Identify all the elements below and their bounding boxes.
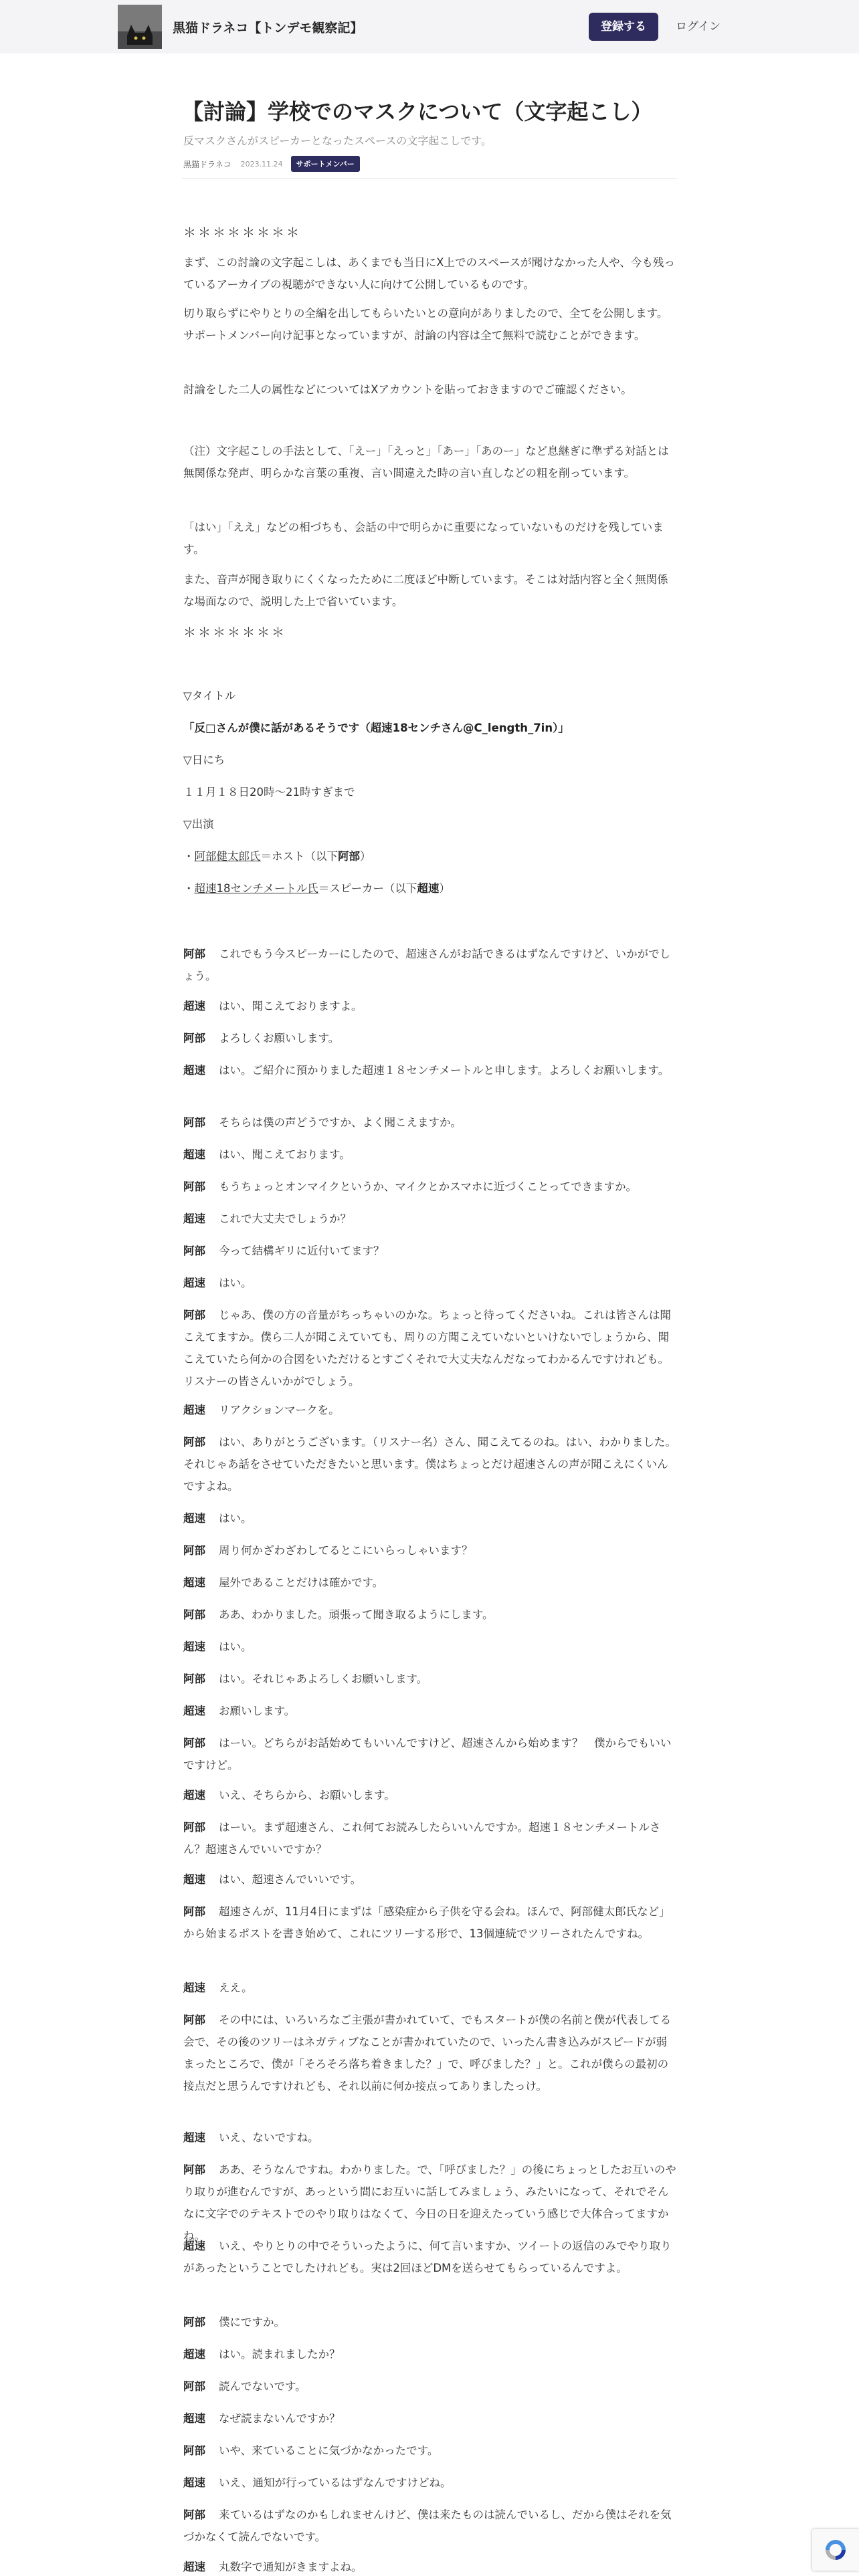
utterance-text: いえ、ないですね。: [219, 2131, 319, 2144]
cast-short-name: 阿部: [338, 850, 360, 863]
transcript-line: [183, 1732, 677, 1776]
speaker-label: 阿部: [183, 1436, 205, 1448]
intro-paragraph: まず、この討論の文字起こしは、あくまでも当日にX上でのスペースが聞けなかった人や、今も残っているアーカイブの視聴ができない人に向けて公開しているものです。: [183, 256, 675, 291]
utterance-text: いえ、そちらから、お願いします。: [219, 1789, 395, 1802]
speaker-label: 超速: [183, 1064, 205, 1077]
utterance-text: はい、ありがとうございます。（リスナー名）さん、聞こえてるのね。はい、わかりました。それじゃあ話をさせていただきたいと思います。僕はちょっとだけ超速さんの声が聞こえにくいんですよね。: [183, 1436, 676, 1493]
speaker-label: 超速: [183, 1576, 205, 1589]
transcript-line: [183, 1784, 677, 1806]
transcript-line: [183, 1572, 677, 1594]
cast-host: [183, 845, 677, 867]
recaptcha-badge[interactable]: [812, 2529, 859, 2571]
transcript-line: [183, 1977, 677, 1999]
speaker-label: 超速: [183, 1705, 205, 1717]
transcript-line: [183, 2504, 677, 2548]
transcript-line: [183, 2407, 677, 2430]
utterance-text: 僕にですか。: [219, 2316, 285, 2329]
speaker-label: 阿部: [183, 2380, 205, 2393]
utterance-text: はい、聞こえておりますよ。: [219, 1000, 363, 1012]
transcript-line: [183, 2311, 677, 2333]
utterance-text: はい。ご紹介に預かりました超速１８センチメートルと申します。よろしくお願いします。: [219, 1064, 670, 1077]
speaker-label: 阿部: [183, 2014, 205, 2026]
cast-role: ＝スピーカー（以下: [318, 882, 417, 895]
info-title-label: ▽タイトル: [183, 689, 236, 702]
speaker-label: 阿部: [183, 2316, 205, 2329]
speaker-label: 超速: [183, 1981, 205, 1994]
transcript-line: [183, 1668, 677, 1690]
speaker-label: 阿部: [183, 1180, 205, 1193]
utterance-text: ああ、わかりました。頑張って聞き取るようにします。: [219, 1608, 494, 1621]
article-meta: [183, 156, 360, 171]
transcript-line: [183, 2343, 677, 2365]
utterance-text: いえ、やりとりの中でそういったように、何て言いますか、ツイートの返信のみでやり取りがあったということでしたけれども。実は2回ほどDMを送らせてもらっているんですよ。: [183, 2240, 672, 2274]
speaker-label: 超速: [183, 1277, 205, 1289]
utterance-text: いや、来ていることに気づかなかったです。: [219, 2444, 439, 2457]
utterance-text: 読んでないです。: [219, 2380, 306, 2393]
cast-short-name: 超速: [417, 882, 440, 895]
transcript-line: [183, 1868, 677, 1891]
speaker-label: 超速: [183, 1212, 205, 1225]
utterance-text: いえ、通知が行っているはずなんですけどね。: [219, 2476, 452, 2489]
transcript-line: [183, 1111, 677, 1134]
speaker-label: 阿部: [183, 1737, 205, 1749]
utterance-text: ああ、そうなんですね。わかりました。で、「呼びました？」の後にちょっとしたお互いのやり取りが進むんですが、あっという間にお互いに話してみましょう、みたいになって、それでそんなに文字でのテキストでのやり取りはなくて、今日の日を迎えたっていう感じで大体合ってますかね。: [183, 2163, 676, 2242]
speaker-label: 超速: [183, 2412, 205, 2425]
utterance-text: じゃあ、僕の方の音量がちっちゃいのかな。ちょっと待ってくださいね。これは皆さんは聞こえてますか。僕ら二人が聞こえていても、周りの方聞こえていないといけないでしょうから、聞こえていたら何かの合図をいただけるとすごくそれで大丈夫なんだなってわかるんですけれども。リスナーの皆さんいかがでしょう。: [183, 1309, 671, 1388]
transcript-line: [183, 1816, 677, 1860]
utterance-text: リアクションマークを。: [219, 1404, 340, 1416]
transcript-line: [183, 1208, 677, 1230]
speaker-label: 超速: [183, 1512, 205, 1525]
utterance-text: 屋外であることだけは確かです。: [219, 1576, 384, 1589]
speaker-label: 阿部: [183, 1821, 205, 1834]
transcript-line: [183, 1700, 677, 1722]
speaker-label: 超速: [183, 2240, 205, 2252]
utterance-text: よろしくお願いします。: [219, 1032, 340, 1045]
speaker-label: 超速: [183, 1789, 205, 1802]
utterance-text: なぜ読まないんですか？: [219, 2412, 341, 2425]
speaker-label: 阿部: [183, 1608, 205, 1621]
speaker-label: 超速: [183, 1148, 205, 1161]
utterance-text: そちらは僕の声どうですか、よく聞こえますか。: [219, 1116, 462, 1129]
info-cast-label: ▽出演: [183, 818, 214, 831]
utterance-text: はい。それじゃあよろしくお願いします。: [219, 1673, 428, 1685]
cast-role-end: ）: [360, 850, 371, 863]
utterance-text: はい。: [219, 1512, 252, 1525]
speaker-label: 阿部: [183, 2163, 205, 2176]
intro-paragraph: 討論をした二人の属性などについてはXアカウントを貼っておきますのでご確認ください。: [183, 383, 632, 396]
utterance-text: その中には、いろいろなご主張が書かれていて、でもスタートが僕の名前と僕が代表してる会で、その後のツリーはネガティブなことが書かれていたので、いったん書き込みがスピードが弱まったところで、僕が「そろそろ落ち着きました？」で、呼びました？」と。これが僕らの最初の接点だと思うんですけれども、それ以前に何か接点ってありましたっけ。: [183, 2014, 672, 2092]
transcript-line: [183, 1240, 677, 1262]
site-title[interactable]: 黒猫ドラネコ【トンデモ観察記】: [173, 21, 363, 35]
speaker-label: 阿部: [183, 1116, 205, 1129]
speaker-label: 超速: [183, 1640, 205, 1653]
utterance-text: 丸数字で通知がきますよね。: [219, 2561, 363, 2573]
author-name[interactable]: 黒猫ドラネコ: [183, 159, 231, 169]
cast-role-end: ）: [439, 882, 450, 895]
utterance-text: これでもう今スピーカーにしたので、超速さんがお話できるはずなんですけど、いかがでしょう。: [183, 948, 671, 982]
utterance-text: はい。読まれましたか？: [219, 2348, 341, 2361]
utterance-text: はい、聞こえております。: [219, 1148, 351, 1161]
speaker-label: 超速: [183, 1000, 205, 1012]
transcript-line: [183, 1027, 677, 1049]
transcript-line: [183, 1144, 677, 1166]
cast-speaker: [183, 877, 677, 899]
speaker-label: 阿部: [183, 1309, 205, 1321]
speaker-label: 阿部: [183, 948, 205, 960]
separator-stars: ＊＊＊＊＊＊＊＊: [183, 225, 302, 240]
utterance-text: はい。: [219, 1277, 252, 1289]
publish-date: 2023.11.24: [240, 159, 283, 169]
utterance-text: はーい。どちらがお話始めてもいいんですけど、超速さんから始めます？ 僕からでもいいですけど。: [183, 1737, 672, 1772]
transcript-line: [183, 2159, 677, 2247]
cast-role: ＝ホスト（以下: [260, 850, 338, 863]
speaker-link[interactable]: 超速18センチメートル氏: [194, 882, 318, 895]
transcript-line: [183, 1507, 677, 1529]
article-title: 【討論】学校でのマスクについて（文字起こし）: [182, 99, 653, 124]
transcript-line: [183, 995, 677, 1017]
speaker-label: 阿部: [183, 1245, 205, 1257]
speaker-label: 超速: [183, 2131, 205, 2144]
speaker-label: 超速: [183, 2348, 205, 2361]
utterance-text: 周り何かざわざわしてるとこにいらっしゃいます？: [219, 1544, 473, 1557]
speaker-label: 阿部: [183, 1905, 205, 1918]
transcript-line: [183, 1272, 677, 1294]
recaptcha-icon: [824, 2538, 848, 2562]
site-header: [0, 0, 859, 53]
transcript-line: [183, 2440, 677, 2462]
transcript-line: [183, 2235, 677, 2279]
transcript-line: [183, 2127, 677, 2149]
utterance-text: 超速さんが、11月4日にまずは「感染症から子供を守る会ね。ほんで、阿部健太郎氏など」から始まるポストを書き始めて、これにツリーする形で、13個連続でツリーされたんですね。: [183, 1905, 670, 1940]
separator-stars: ＊＊＊＊＊＊＊: [183, 625, 287, 640]
speaker-label: 超速: [183, 2476, 205, 2489]
transcript-line: [183, 1604, 677, 1626]
utterance-text: 来ているはずなのかもしれませんけど、僕は来たものは読んでいるし、だから僕はそれを気づかなくて読んでないです。: [183, 2508, 672, 2543]
site-avatar[interactable]: [118, 5, 162, 49]
cast-bullet: ・: [183, 850, 195, 863]
utterance-text: はい。: [219, 1640, 252, 1653]
title-divider: [182, 178, 677, 179]
transcript-line: [183, 1901, 677, 1945]
utterance-text: もうちょっとオンマイクというか、マイクとかスマホに近づくことってできますか。: [219, 1180, 638, 1193]
utterance-text: はーい。まず超速さん、これ何てお読みしたらいいんですか。超速１８センチメートルさん？超速さんでいいですか？: [183, 1821, 661, 1856]
transcript-line: [183, 1059, 677, 1081]
notes-paragraph: （注）文字起こしの手法として、「えー」「えっと」「あー」「あのー」など息継ぎに準ずる対話とは無関係な発声、明らかな言葉の重複、言い間違えた時の言い直しなどの粗を削っています。: [183, 445, 669, 479]
transcript-line: [183, 2556, 677, 2576]
info-title-value: 「反□さんが僕に話があるそうです（超速18センチさん@C_length_7in）」: [183, 722, 569, 734]
transcript-line: [183, 1431, 677, 1497]
utterance-text: お願いします。: [219, 1705, 296, 1717]
transcript-line: [183, 2472, 677, 2494]
host-link[interactable]: 阿部健太郎氏: [194, 850, 261, 863]
transcript-line: [183, 1539, 677, 1562]
speaker-label: 阿部: [183, 2444, 205, 2457]
notes-paragraph: また、音声が聞き取りにくくなったために二度ほど中断しています。そこは対話内容と全く無関係な場面なので、説明した上で省いています。: [183, 573, 668, 608]
transcript-line: [183, 1399, 677, 1421]
notes-paragraph: 「はい」「ええ」などの相づちも、会話の中で明らかに重要になっていないものだけを残しています。: [183, 521, 664, 556]
speaker-label: 超速: [183, 1404, 205, 1416]
speaker-label: 超速: [183, 1873, 205, 1886]
utterance-text: これで大丈夫でしょうか？: [219, 1212, 351, 1225]
utterance-text: ええ。: [219, 1981, 253, 1994]
intro-paragraph: 切り取らずにやりとりの全編を出してもらいたいとの意向がありましたので、全てを公開します。サポートメンバー向け記事となっていますが、討論の内容は全て無料で読むことができます。: [183, 307, 668, 342]
speaker-label: 阿部: [183, 2508, 205, 2521]
info-date-label: ▽日にち: [183, 754, 225, 766]
utterance-text: はい、超速さんでいいです。: [219, 1873, 362, 1886]
transcript-line: [183, 2009, 677, 2097]
transcript-line: [183, 943, 677, 987]
register-button[interactable]: 登録する: [589, 13, 658, 41]
transcript-line: [183, 1636, 677, 1658]
speaker-label: 阿部: [183, 1032, 205, 1045]
info-date-value: １１月１８日20時〜21時すぎまで: [183, 786, 355, 798]
support-member-badge: サポートメンバー: [291, 156, 360, 172]
transcript-line: [183, 1304, 677, 1392]
speaker-label: 阿部: [183, 1544, 205, 1557]
transcript-line: [183, 1176, 677, 1198]
speaker-label: 阿部: [183, 1673, 205, 1685]
cast-bullet: ・: [183, 882, 195, 895]
article-subtitle: 反マスクさんがスピーカーとなったスペースの文字起こしです。: [183, 134, 492, 147]
utterance-text: 今って結構ギリに近付いてます？: [219, 1245, 385, 1257]
login-button[interactable]: ログイン: [676, 20, 721, 33]
transcript-line: [183, 2375, 677, 2397]
speaker-label: 超速: [183, 2561, 205, 2573]
